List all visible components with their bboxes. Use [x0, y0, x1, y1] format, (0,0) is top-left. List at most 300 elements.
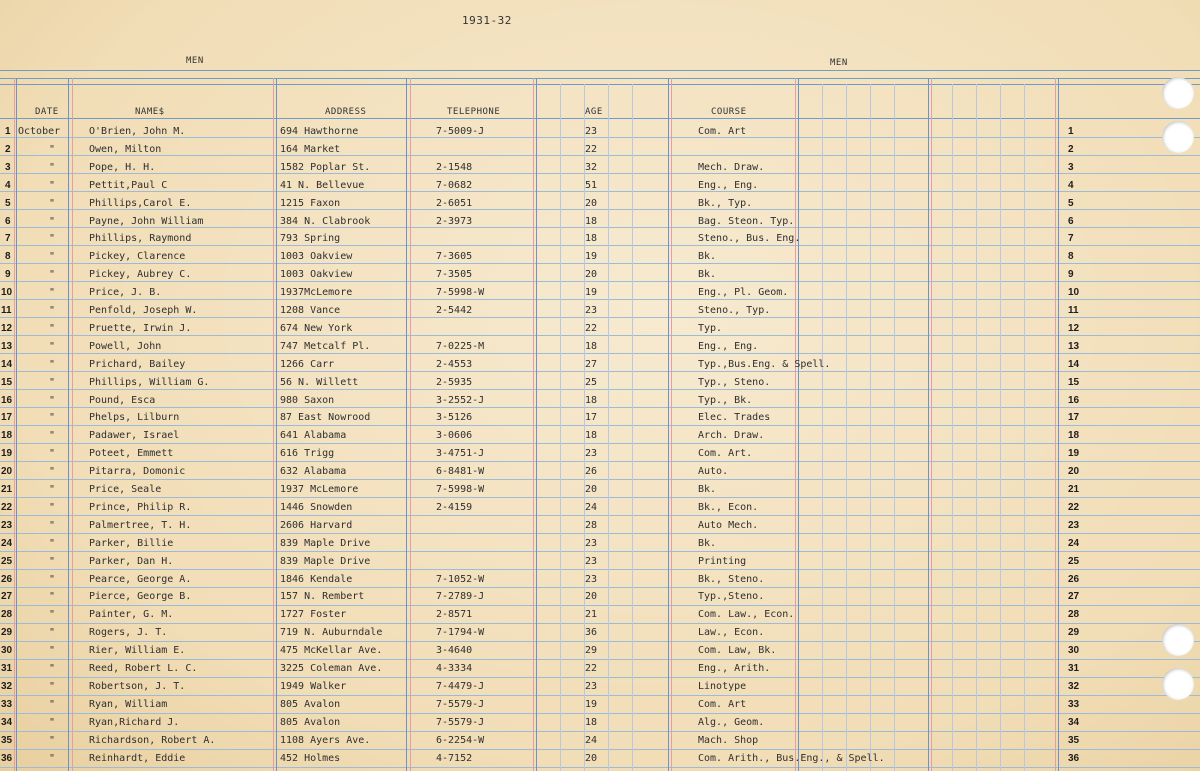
row-rule: [0, 479, 1200, 480]
row-number-right: 25: [1068, 556, 1080, 567]
age-cell: 29: [585, 645, 598, 656]
row-number-right: 21: [1068, 484, 1080, 495]
column-rule-red: [795, 78, 796, 771]
header-rule: [0, 118, 1200, 119]
telephone-cell: 4-7152: [436, 753, 473, 764]
age-cell: 51: [585, 180, 598, 191]
address-cell: 674 New York: [280, 323, 353, 334]
money-rule: [822, 84, 823, 771]
course-cell: Steno., Typ.: [698, 305, 771, 316]
row-number: 32: [1, 681, 13, 692]
row-number: 6: [5, 216, 11, 227]
name-cell: Prichard, Bailey: [89, 359, 186, 370]
row-number-right: 16: [1068, 395, 1080, 406]
year-heading: 1931-32: [462, 14, 512, 27]
age-cell: 18: [585, 717, 598, 728]
course-cell: Eng., Pl. Geom.: [698, 287, 789, 298]
course-cell: Typ.,Steno.: [698, 591, 765, 602]
column-header-name: NAME$: [135, 107, 165, 117]
name-cell: Pearce, George A.: [89, 574, 192, 585]
row-number-right: 23: [1068, 520, 1080, 531]
age-cell: 27: [585, 359, 598, 370]
row-number: 16: [1, 395, 13, 406]
name-cell: Phillips,Carol E.: [89, 198, 192, 209]
row-number-right: 24: [1068, 538, 1080, 549]
money-rule: [632, 84, 633, 771]
date-ditto-mark: ": [49, 699, 56, 710]
money-rule: [608, 84, 609, 771]
address-cell: 475 McKellar Ave.: [280, 645, 383, 656]
address-cell: 2606 Harvard: [280, 520, 353, 531]
course-cell: Com. Art: [698, 126, 747, 137]
binder-hole: [1162, 668, 1194, 700]
row-number: 31: [1, 663, 13, 674]
row-number-right: 2: [1068, 144, 1074, 155]
course-cell: Eng., Eng.: [698, 341, 759, 352]
telephone-cell: 7-5998-W: [436, 484, 485, 495]
row-rule: [0, 731, 1200, 732]
row-number-right: 1: [1068, 126, 1074, 137]
date-cell: October: [18, 126, 61, 137]
age-cell: 23: [585, 538, 598, 549]
name-cell: Reinhardt, Eddie: [89, 753, 186, 764]
age-cell: 18: [585, 430, 598, 441]
date-ditto-mark: ": [49, 645, 56, 656]
row-number: 1: [5, 126, 11, 137]
address-cell: 1003 Oakview: [280, 251, 353, 262]
address-cell: 1937McLemore: [280, 287, 353, 298]
course-cell: Auto.: [698, 466, 729, 477]
row-rule: [0, 281, 1200, 282]
row-number: 8: [5, 251, 11, 262]
date-ditto-mark: ": [49, 430, 56, 441]
age-cell: 23: [585, 305, 598, 316]
date-ditto-mark: ": [49, 484, 56, 495]
row-number: 17: [1, 412, 13, 423]
section-label-left: MEN: [186, 56, 204, 66]
age-cell: 24: [585, 502, 598, 513]
address-cell: 839 Maple Drive: [280, 556, 371, 567]
binder-hole: [1162, 77, 1194, 109]
age-cell: 19: [585, 699, 598, 710]
name-cell: Pound, Esca: [89, 395, 156, 406]
course-cell: Bk.: [698, 538, 717, 549]
date-ditto-mark: ": [49, 144, 56, 155]
row-number: 11: [1, 305, 12, 316]
age-cell: 20: [585, 753, 598, 764]
row-number-right: 22: [1068, 502, 1080, 513]
row-rule: [0, 659, 1200, 660]
column-rule-red: [931, 78, 932, 771]
row-rule: [0, 695, 1200, 696]
row-rule: [0, 299, 1200, 300]
row-rule: [0, 425, 1200, 426]
row-rule: [0, 461, 1200, 462]
telephone-cell: 3-2552-J: [436, 395, 485, 406]
course-cell: Bk., Steno.: [698, 574, 765, 585]
course-cell: Steno., Bus. Eng.: [698, 233, 801, 244]
age-cell: 22: [585, 144, 598, 155]
telephone-cell: 7-5579-J: [436, 717, 485, 728]
telephone-cell: 7-0225-M: [436, 341, 485, 352]
age-cell: 18: [585, 233, 598, 244]
course-cell: Eng., Arith.: [698, 663, 771, 674]
row-number: 36: [1, 753, 13, 764]
row-rule: [0, 749, 1200, 750]
row-rule: [0, 389, 1200, 390]
date-ditto-mark: ": [49, 305, 56, 316]
name-cell: Phillips, Raymond: [89, 233, 192, 244]
telephone-cell: 3-4640: [436, 645, 473, 656]
address-cell: 805 Avalon: [280, 699, 341, 710]
course-cell: Alg., Geom.: [698, 717, 765, 728]
name-cell: Pettit,Paul C: [89, 180, 168, 191]
column-rule: [16, 78, 17, 771]
row-number-right: 15: [1068, 377, 1080, 388]
row-number: 30: [1, 645, 13, 656]
name-cell: Pickey, Aubrey C.: [89, 269, 192, 280]
row-number-right: 4: [1068, 180, 1074, 191]
age-cell: 22: [585, 663, 598, 674]
row-rule: [0, 569, 1200, 570]
address-cell: 747 Metcalf Pl.: [280, 341, 371, 352]
row-rule: [0, 155, 1200, 156]
name-cell: Richardson, Robert A.: [89, 735, 216, 746]
telephone-cell: 7-2789-J: [436, 591, 485, 602]
row-number-right: 31: [1068, 663, 1080, 674]
column-rule-red: [14, 78, 15, 771]
row-rule: [0, 587, 1200, 588]
course-cell: Elec. Trades: [698, 412, 771, 423]
row-number: 9: [5, 269, 11, 280]
telephone-cell: 7-3505: [436, 269, 473, 280]
row-rule: [0, 335, 1200, 336]
date-ditto-mark: ": [49, 609, 56, 620]
name-cell: Pickey, Clarence: [89, 251, 186, 262]
row-number: 10: [1, 287, 13, 298]
name-cell: Robertson, J. T.: [89, 681, 186, 692]
telephone-cell: 2-3973: [436, 216, 473, 227]
column-rule: [928, 78, 929, 771]
column-rule-red: [273, 78, 274, 771]
address-cell: 384 N. Clabrook: [280, 216, 371, 227]
address-cell: 1215 Faxon: [280, 198, 341, 209]
date-ditto-mark: ": [49, 412, 56, 423]
row-number-right: 28: [1068, 609, 1080, 620]
course-cell: Com. Arith., Bus.Eng., & Spell.: [698, 753, 885, 764]
telephone-cell: 6-2254-W: [436, 735, 485, 746]
age-cell: 19: [585, 287, 598, 298]
age-cell: 28: [585, 520, 598, 531]
name-cell: Penfold, Joseph W.: [89, 305, 198, 316]
row-number: 24: [1, 538, 13, 549]
date-ditto-mark: ": [49, 251, 56, 262]
row-number-right: 30: [1068, 645, 1080, 656]
column-rule: [1058, 78, 1059, 771]
header-rule: [0, 84, 1200, 85]
course-cell: Linotype: [698, 681, 747, 692]
row-rule: [0, 245, 1200, 246]
row-number: 29: [1, 627, 13, 638]
column-rule: [668, 78, 669, 771]
date-ditto-mark: ": [49, 287, 56, 298]
row-number: 15: [1, 377, 13, 388]
column-header-course: COURSE: [711, 107, 747, 117]
row-rule: [0, 713, 1200, 714]
telephone-cell: 3-0606: [436, 430, 473, 441]
name-cell: Owen, Milton: [89, 144, 162, 155]
date-ditto-mark: ": [49, 502, 56, 513]
column-rule: [798, 78, 799, 771]
age-cell: 20: [585, 198, 598, 209]
name-cell: Price, J. B.: [89, 287, 162, 298]
row-number: 2: [5, 144, 11, 155]
name-cell: Ryan, William: [89, 699, 168, 710]
name-cell: Pope, H. H.: [89, 162, 156, 173]
age-cell: 18: [585, 341, 598, 352]
name-cell: Parker, Dan H.: [89, 556, 174, 567]
address-cell: 632 Alabama: [280, 466, 347, 477]
name-cell: Phillips, William G.: [89, 377, 210, 388]
date-ditto-mark: ": [49, 233, 56, 244]
address-cell: 616 Trigg: [280, 448, 335, 459]
telephone-cell: 7-0682: [436, 180, 473, 191]
course-cell: Typ.: [698, 323, 723, 334]
course-cell: Eng., Eng.: [698, 180, 759, 191]
course-cell: Typ., Bk.: [698, 395, 753, 406]
row-number: 13: [1, 341, 13, 352]
row-number: 4: [5, 180, 11, 191]
date-ditto-mark: ": [49, 717, 56, 728]
course-cell: Law., Econ.: [698, 627, 765, 638]
address-cell: 3225 Coleman Ave.: [280, 663, 383, 674]
row-rule: [0, 533, 1200, 534]
row-rule: [0, 353, 1200, 354]
course-cell: Bk., Typ.: [698, 198, 753, 209]
address-cell: 56 N. Willett: [280, 377, 359, 388]
money-rule: [870, 84, 871, 771]
course-cell: Bk., Econ.: [698, 502, 759, 513]
address-cell: 1727 Foster: [280, 609, 347, 620]
row-number: 19: [1, 448, 13, 459]
address-cell: 164 Market: [280, 144, 341, 155]
column-rule: [536, 78, 537, 771]
name-cell: Powell, John: [89, 341, 162, 352]
telephone-cell: 2-4159: [436, 502, 473, 513]
name-cell: Price, Seale: [89, 484, 162, 495]
row-number-right: 34: [1068, 717, 1080, 728]
row-number: 23: [1, 520, 13, 531]
date-ditto-mark: ": [49, 180, 56, 191]
money-rule: [976, 84, 977, 771]
name-cell: Pruette, Irwin J.: [89, 323, 192, 334]
section-label-right: MEN: [830, 58, 848, 68]
date-ditto-mark: ": [49, 753, 56, 764]
binder-hole: [1162, 121, 1194, 153]
money-rule: [952, 84, 953, 771]
address-cell: 1003 Oakview: [280, 269, 353, 280]
telephone-cell: 7-5579-J: [436, 699, 485, 710]
course-cell: Arch. Draw.: [698, 430, 765, 441]
row-number: 28: [1, 609, 13, 620]
row-number: 33: [1, 699, 13, 710]
date-ditto-mark: ": [49, 162, 56, 173]
address-cell: 1208 Vance: [280, 305, 341, 316]
course-cell: Typ., Steno.: [698, 377, 771, 388]
money-rule: [846, 84, 847, 771]
column-header-address: ADDRESS: [325, 107, 367, 117]
age-cell: 22: [585, 323, 598, 334]
row-rule: [0, 641, 1200, 642]
column-rule: [406, 78, 407, 771]
age-cell: 23: [585, 448, 598, 459]
date-ditto-mark: ": [49, 520, 56, 531]
row-number: 22: [1, 502, 13, 513]
row-number: 3: [5, 162, 11, 173]
binder-hole: [1162, 624, 1194, 656]
row-rule: [0, 515, 1200, 516]
column-header-telephone: TELEPHONE: [447, 107, 501, 117]
date-ditto-mark: ": [49, 735, 56, 746]
row-number: 7: [5, 233, 11, 244]
address-cell: 1846 Kendale: [280, 574, 353, 585]
row-number-right: 19: [1068, 448, 1080, 459]
row-number: 35: [1, 735, 13, 746]
name-cell: Prince, Philip R.: [89, 502, 192, 513]
age-cell: 23: [585, 574, 598, 585]
date-ditto-mark: ": [49, 627, 56, 638]
date-ditto-mark: ": [49, 681, 56, 692]
telephone-cell: 7-3605: [436, 251, 473, 262]
name-cell: Pitarra, Domonic: [89, 466, 186, 477]
date-ditto-mark: ": [49, 574, 56, 585]
telephone-cell: 4-3334: [436, 663, 473, 674]
row-number-right: 6: [1068, 216, 1074, 227]
row-rule: [0, 551, 1200, 552]
telephone-cell: 2-1548: [436, 162, 473, 173]
course-cell: Bk.: [698, 251, 717, 262]
address-cell: 452 Holmes: [280, 753, 341, 764]
course-cell: Mach. Shop: [698, 735, 759, 746]
row-number-right: 20: [1068, 466, 1080, 477]
address-cell: 87 East Nowrood: [280, 412, 371, 423]
column-rule-red: [671, 78, 672, 771]
row-rule: [0, 677, 1200, 678]
row-rule: [0, 371, 1200, 372]
age-cell: 23: [585, 556, 598, 567]
course-cell: Printing: [698, 556, 747, 567]
telephone-cell: 3-5126: [436, 412, 473, 423]
column-rule-red: [533, 78, 534, 771]
name-cell: Poteet, Emmett: [89, 448, 174, 459]
age-cell: 36: [585, 627, 598, 638]
row-number-right: 18: [1068, 430, 1080, 441]
telephone-cell: 7-1794-W: [436, 627, 485, 638]
address-cell: 1266 Carr: [280, 359, 335, 370]
column-rule: [68, 78, 69, 771]
name-cell: Rier, William E.: [89, 645, 186, 656]
date-ditto-mark: ": [49, 269, 56, 280]
course-cell: Com. Art: [698, 699, 747, 710]
date-ditto-mark: ": [49, 341, 56, 352]
name-cell: Parker, Billie: [89, 538, 174, 549]
address-cell: 805 Avalon: [280, 717, 341, 728]
address-cell: 980 Saxon: [280, 395, 335, 406]
row-number-right: 3: [1068, 162, 1074, 173]
row-rule: [0, 407, 1200, 408]
column-rule-red: [72, 78, 73, 771]
column-rule: [276, 78, 277, 771]
address-cell: 641 Alabama: [280, 430, 347, 441]
address-cell: 157 N. Rembert: [280, 591, 365, 602]
money-rule: [1000, 84, 1001, 771]
row-number-right: 35: [1068, 735, 1080, 746]
row-rule: [0, 191, 1200, 192]
telephone-cell: 2-4553: [436, 359, 473, 370]
age-cell: 21: [585, 609, 598, 620]
money-rule: [1024, 84, 1025, 771]
row-rule: [0, 497, 1200, 498]
address-cell: 1108 Ayers Ave.: [280, 735, 371, 746]
row-number-right: 36: [1068, 753, 1080, 764]
address-cell: 1937 McLemore: [280, 484, 359, 495]
name-cell: Ryan,Richard J.: [89, 717, 180, 728]
date-ditto-mark: ": [49, 663, 56, 674]
telephone-cell: 7-5998-W: [436, 287, 485, 298]
address-cell: 1446 Snowden: [280, 502, 353, 513]
course-cell: Com. Law, Bk.: [698, 645, 777, 656]
name-cell: O'Brien, John M.: [89, 126, 186, 137]
row-rule: [0, 173, 1200, 174]
row-number: 14: [1, 359, 13, 370]
row-number: 26: [1, 574, 13, 585]
address-cell: 1949 Walker: [280, 681, 347, 692]
row-number: 20: [1, 466, 13, 477]
row-number-right: 26: [1068, 574, 1080, 585]
name-cell: Phelps, Lilburn: [89, 412, 180, 423]
name-cell: Pierce, George B.: [89, 591, 192, 602]
age-cell: 25: [585, 377, 598, 388]
date-ditto-mark: ": [49, 359, 56, 370]
row-number-right: 8: [1068, 251, 1074, 262]
date-ditto-mark: ": [49, 216, 56, 227]
row-number-right: 12: [1068, 323, 1080, 334]
telephone-cell: 7-1052-W: [436, 574, 485, 585]
date-ditto-mark: ": [49, 198, 56, 209]
date-ditto-mark: ": [49, 591, 56, 602]
name-cell: Palmertree, T. H.: [89, 520, 192, 531]
telephone-cell: 2-8571: [436, 609, 473, 620]
row-number-right: 33: [1068, 699, 1080, 710]
row-number: 12: [1, 323, 13, 334]
address-cell: 41 N. Bellevue: [280, 180, 365, 191]
money-rule: [894, 84, 895, 771]
column-rule-red: [1055, 78, 1056, 771]
column-header-age: AGE: [585, 107, 603, 117]
address-cell: 1582 Poplar St.: [280, 162, 371, 173]
row-number-right: 11: [1068, 305, 1079, 316]
date-ditto-mark: ": [49, 538, 56, 549]
row-number-right: 17: [1068, 412, 1080, 423]
row-number-right: 9: [1068, 269, 1074, 280]
row-number: 34: [1, 717, 13, 728]
row-number: 27: [1, 591, 13, 602]
telephone-cell: 6-8481-W: [436, 466, 485, 477]
age-cell: 26: [585, 466, 598, 477]
date-ditto-mark: ": [49, 448, 56, 459]
course-cell: Com. Art.: [698, 448, 753, 459]
age-cell: 20: [585, 269, 598, 280]
